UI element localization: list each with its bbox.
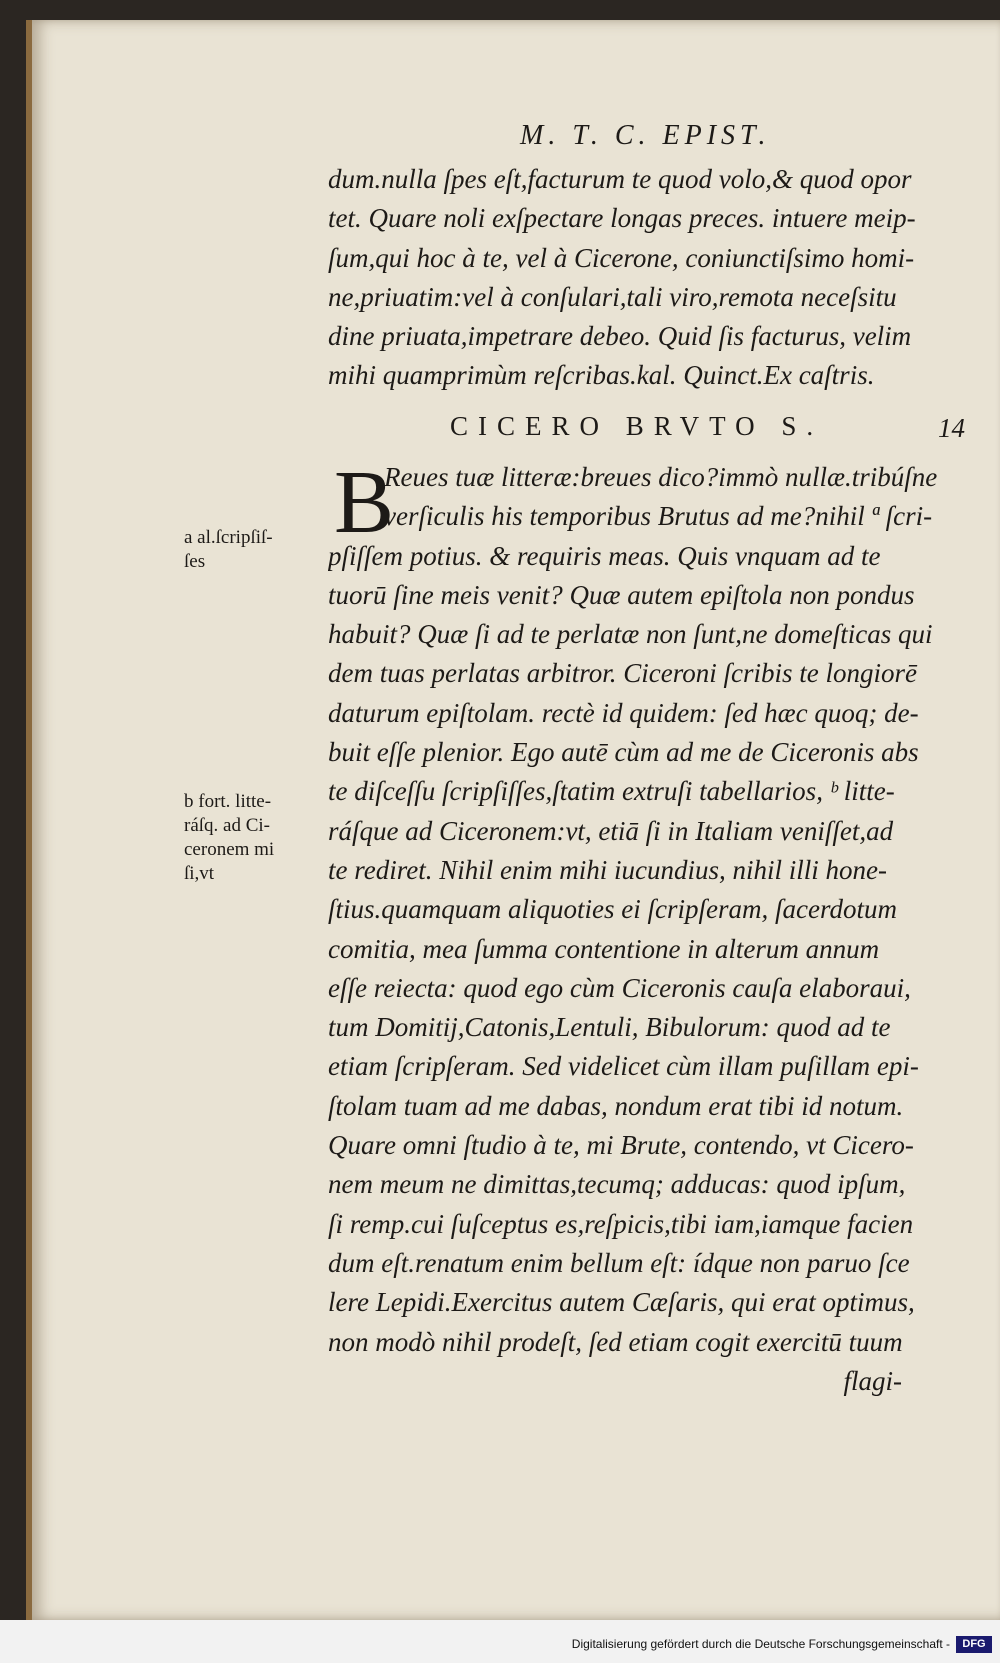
drop-capital: B — [334, 453, 395, 552]
text-line: ſtius.quamquam aliquoties ei ſcripſeram, ſacerdotum — [328, 894, 897, 925]
text-line: ſtolam tuam ad me dabas, nondum erat tibi id notum. — [328, 1090, 904, 1121]
text-line: tum Domitij,Catonis,Lentuli, Bibulorum: quod ad te — [328, 1012, 891, 1043]
margin-note-line: ſi,vt — [184, 863, 215, 884]
margin-note-a — [184, 526, 324, 574]
text-line: te rediret. Nihil enim mihi iucundius, nihil illi hone- — [328, 854, 887, 885]
text-line: lere Lepidi.Exercitus autem Cæſaris, qui erat optimus, — [328, 1287, 915, 1318]
text-line: Reues tuæ litteræ:breues dico?immò nullæ.tribúſne — [384, 462, 938, 492]
margin-note-line: ceronem mi — [184, 839, 275, 860]
letter-body-text — [328, 453, 972, 1401]
text-line: dine priuata,impetrare debeo. Quid ſis facturus, velim — [328, 321, 912, 352]
text-line: habuit? Quæ ſi ad te perlatæ non ſunt,ne domeſticas qui — [328, 619, 933, 650]
text-line: dum.nulla ſpes eſt,facturum te quod volo,& quod opor — [328, 164, 912, 194]
text-line: comitia, mea ſumma contentione in alterum annum — [328, 933, 880, 964]
margin-note-b — [184, 790, 324, 886]
text-line: tet. Quare noli exſpectare longas preces. intuere meip- — [328, 203, 916, 234]
text-line: ne,priuatim:vel à conſulari,tali viro,remota neceſsitu — [328, 281, 897, 312]
text-line: pſiſſem potius. & requiris meas. Quis vnquam ad te — [328, 540, 881, 571]
text-line: daturum epiſtolam. rectè id quidem: ſed hæc quoq; de- — [328, 697, 919, 728]
letter-end-text — [328, 160, 972, 396]
text-line: nem meum ne dimittas,tecumq; adducas: quod ipſum, — [328, 1169, 906, 1200]
letter-heading: CICERO BRVTO S. — [450, 411, 824, 441]
margin-note-line: b fort. litte- — [184, 791, 272, 812]
text-line: tuorū ſine meis venit? Quæ autem epiſtola non pondus — [328, 579, 915, 610]
text-line: buit eſſe plenior. Ego autē cùm ad me de Ciceronis abs — [328, 737, 919, 768]
funding-credit: Digitalisierung gefördert durch die Deutsche Forschungsgemeinschaft - — [571, 1637, 950, 1651]
text-line: Quare omni ſtudio à te, mi Brute, contendo, vt Cicero- — [328, 1130, 914, 1161]
dfg-logo: DFG — [956, 1636, 992, 1653]
margin-note-line: ráſq. ad Ci- — [184, 815, 271, 836]
catchword: flagi- — [843, 1365, 902, 1396]
text-line: ſi remp.cui ſuſceptus es,reſpicis,tibi iam,iamque facien — [328, 1208, 914, 1239]
text-line: ráſque ad Ciceronem:vt, etiā ſi in Italiam veniſſet,ad — [328, 815, 894, 846]
text-line: dem tuas perlatas arbitror. Ciceroni ſcribis te longiorē — [328, 658, 917, 689]
text-line: dum eſt.renatum enim bellum eſt: ídque non paruo ſce — [328, 1247, 910, 1278]
text-line: verſiculis his temporibus Brutus ad me?nihil ª ſcri- — [384, 501, 933, 532]
footer-strip — [0, 1620, 1000, 1663]
text-line: eſſe reiecta: quod ego cùm Ciceronis cauſa elaboraui, — [328, 972, 911, 1003]
margin-note-line: ſes — [184, 551, 206, 572]
text-line: non modò nihil prodeſt, ſed etiam cogit exercitū tuum — [328, 1326, 903, 1357]
text-line: ſum,qui hoc à te, vel à Cicerone, coniunctiſsimo homi- — [328, 242, 915, 273]
text-line: etiam ſcripſeram. Sed videlicet cùm illam puſillam epi- — [328, 1051, 919, 1082]
running-head: M. T. C. EPIST. — [520, 120, 771, 151]
text-line: te diſceſſu ſcripſiſſes,ſtatim extruſi tabellarios, ᵇ litte- — [328, 776, 895, 807]
margin-note-line: a al.ſcripſiſ- — [184, 527, 273, 548]
page-number: 14 — [938, 413, 965, 443]
text-line: mihi quamprimùm reſcribas.kal. Quinct.Ex caſtris. — [328, 360, 875, 391]
